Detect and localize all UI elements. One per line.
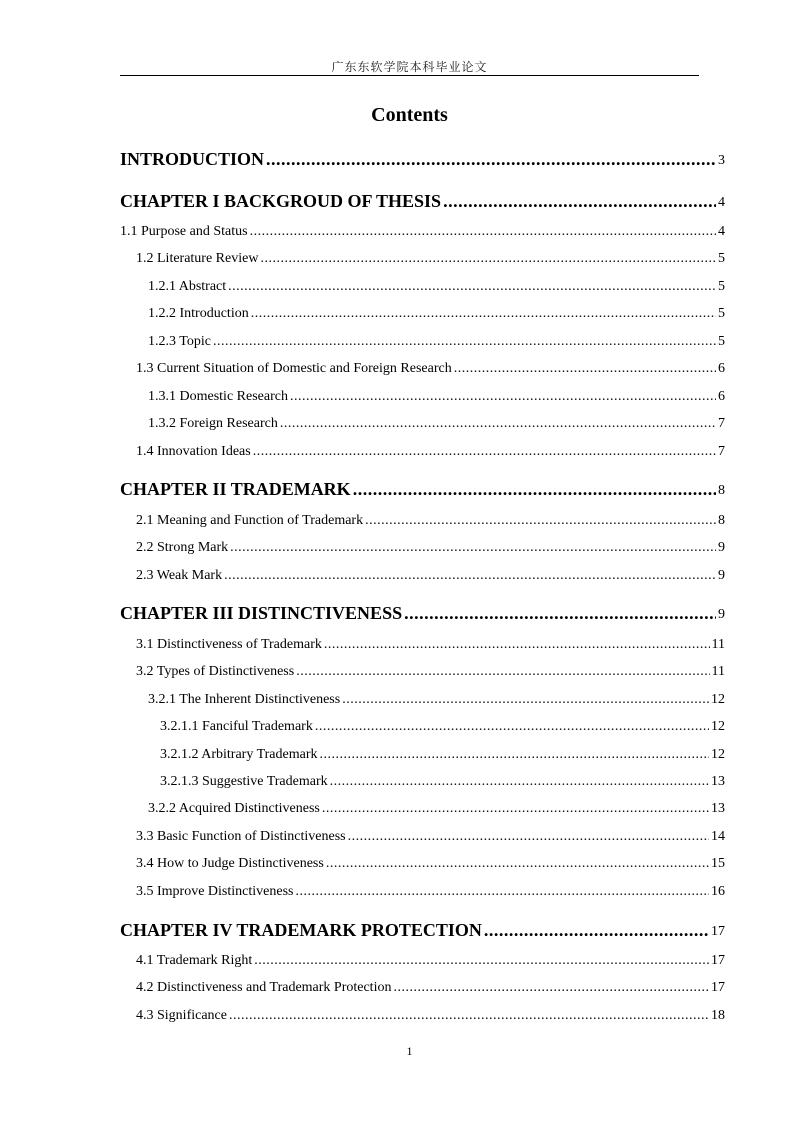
toc-label: 3.5 Improve Distinctiveness: [136, 884, 294, 899]
toc-entry-1-2-2[interactable]: [148, 307, 725, 321]
toc-label: 2.3 Weak Mark: [136, 568, 223, 583]
dot-leader: [251, 307, 716, 321]
dot-leader: [315, 720, 709, 734]
toc-entry-chapter-2[interactable]: [120, 480, 725, 498]
toc-label: 1.4 Innovation Ideas: [136, 444, 251, 459]
dot-leader: [353, 480, 716, 498]
toc-label: 4.2 Distinctiveness and Trademark Protection: [136, 980, 392, 995]
toc-page: 13: [711, 774, 725, 789]
dot-leader: [250, 225, 716, 239]
toc-label: 1.2.3 Topic: [148, 334, 211, 349]
dot-leader: [266, 150, 716, 168]
toc-page: 14: [711, 829, 725, 844]
toc-label: 1.3 Current Situation of Domestic and Foreign Research: [136, 361, 452, 376]
toc-entry-1-2-1[interactable]: [148, 280, 725, 294]
toc-entry-3-1[interactable]: [136, 638, 725, 652]
toc-page: 9: [718, 607, 725, 622]
toc-entry-3-3[interactable]: [136, 830, 725, 844]
toc-entry-3-4[interactable]: [136, 857, 725, 871]
toc-label: 3.2.2 Acquired Distinctiveness: [148, 801, 320, 816]
dot-leader: [404, 604, 716, 622]
toc-label: 3.2.1.2 Arbitrary Trademark: [160, 747, 318, 762]
toc-label: 2.2 Strong Mark: [136, 540, 229, 555]
toc-page: 8: [718, 483, 725, 498]
dot-leader: [295, 885, 709, 899]
toc-entry-3-2-1-2[interactable]: [160, 748, 725, 762]
dot-leader: [213, 335, 716, 349]
toc-label: 3.2.1.1 Fanciful Trademark: [160, 719, 313, 734]
toc-page: 17: [711, 953, 725, 968]
toc-page: 17: [711, 924, 725, 939]
toc-label: 1.3.1 Domestic Research: [148, 389, 288, 404]
toc-entry-introduction[interactable]: [120, 150, 725, 168]
toc-page: 5: [718, 251, 725, 266]
dot-leader: [324, 638, 710, 652]
dot-leader: [330, 775, 709, 789]
toc-entry-3-2-1-1[interactable]: [160, 720, 725, 734]
toc-entry-4-1[interactable]: [136, 954, 725, 968]
toc-entry-1-1[interactable]: [120, 225, 725, 239]
toc-page: 12: [711, 692, 725, 707]
dot-leader: [322, 802, 709, 816]
dot-leader: [290, 390, 716, 404]
dot-leader: [296, 665, 709, 679]
toc-entry-1-4[interactable]: [136, 445, 725, 459]
toc-label: 3.4 How to Judge Distinctiveness: [136, 856, 324, 871]
toc-label: 1.1 Purpose and Status: [120, 224, 248, 239]
toc-entry-1-3[interactable]: [136, 362, 725, 376]
toc-page: 5: [718, 279, 725, 294]
toc-label: CHAPTER III DISTINCTIVENESS: [120, 603, 403, 623]
toc-page: 7: [718, 416, 725, 431]
toc-entry-1-2[interactable]: [136, 252, 725, 266]
toc-entry-2-3[interactable]: [136, 569, 725, 583]
toc-page: 5: [718, 334, 725, 349]
toc-label: 3.3 Basic Function of Distinctiveness: [136, 829, 346, 844]
dot-leader: [260, 252, 716, 266]
toc-page: 16: [711, 884, 725, 899]
toc-entry-4-3[interactable]: [136, 1009, 725, 1023]
toc-label: 1.3.2 Foreign Research: [148, 416, 278, 431]
toc-label: 2.1 Meaning and Function of Trademark: [136, 513, 364, 528]
toc-label: CHAPTER II TRADEMARK: [120, 479, 351, 499]
toc-label: 3.2.1.3 Suggestive Trademark: [160, 774, 328, 789]
toc-page: 7: [718, 444, 725, 459]
toc-page: 6: [718, 389, 725, 404]
page-title: Contents: [371, 104, 448, 126]
toc-page: 18: [711, 1008, 725, 1023]
dot-leader: [365, 514, 716, 528]
toc-entry-3-2-1-3[interactable]: [160, 775, 725, 789]
toc-entry-1-2-3[interactable]: [148, 335, 725, 349]
dot-leader: [443, 192, 716, 210]
toc-page: 11: [711, 664, 725, 679]
toc-label: CHAPTER I BACKGROUD OF THESIS: [120, 191, 442, 211]
toc-page: 12: [711, 747, 725, 762]
toc-entry-2-1[interactable]: [136, 514, 725, 528]
dot-leader: [319, 748, 709, 762]
toc-label: 1.2 Literature Review: [136, 251, 259, 266]
toc-label: 1.2.2 Introduction: [148, 306, 249, 321]
dot-leader: [280, 417, 716, 431]
toc-label: 4.3 Significance: [136, 1008, 227, 1023]
toc-label: 3.1 Distinctiveness of Trademark: [136, 637, 322, 652]
toc-page: 4: [718, 195, 725, 210]
dot-leader: [348, 830, 709, 844]
toc-page: 8: [718, 513, 725, 528]
toc-page: 5: [718, 306, 725, 321]
dot-leader: [393, 981, 709, 995]
toc-entry-chapter-4[interactable]: [120, 921, 725, 939]
toc-page: 13: [711, 801, 725, 816]
toc-label: CHAPTER IV TRADEMARK PROTECTION: [120, 920, 482, 940]
dot-leader: [484, 921, 709, 939]
dot-leader: [254, 954, 709, 968]
toc-page: 9: [718, 540, 725, 555]
dot-leader: [228, 280, 716, 294]
toc-entry-3-2[interactable]: [136, 665, 725, 679]
dot-leader: [342, 693, 709, 707]
dot-leader: [229, 1009, 709, 1023]
dot-leader: [253, 445, 716, 459]
page-number: 1: [406, 1044, 413, 1058]
toc-label: 4.1 Trademark Right: [136, 953, 253, 968]
toc-entry-1-3-1[interactable]: [148, 390, 725, 404]
running-header: 广东东软学院本科毕业论文: [331, 60, 488, 74]
toc-page: 15: [711, 856, 725, 871]
toc-page: 9: [718, 568, 725, 583]
toc-entry-1-3-2[interactable]: [148, 417, 725, 431]
toc-label: INTRODUCTION: [120, 149, 265, 169]
toc-page: 12: [711, 719, 725, 734]
toc-entry-2-2[interactable]: [136, 541, 725, 555]
toc-page: 3: [718, 153, 725, 168]
toc-page: 11: [711, 637, 725, 652]
toc-label: 3.2.1 The Inherent Distinctiveness: [148, 692, 341, 707]
dot-leader: [224, 569, 716, 583]
toc-page: 17: [711, 980, 725, 995]
toc-page: 6: [718, 361, 725, 376]
toc-label: 1.2.1 Abstract: [148, 279, 227, 294]
toc-entry-3-2-2[interactable]: [148, 802, 725, 816]
toc-entry-3-2-1[interactable]: [148, 693, 725, 707]
toc-entry-3-5[interactable]: [136, 885, 725, 899]
dot-leader: [454, 362, 716, 376]
toc-entry-chapter-1[interactable]: [120, 192, 725, 210]
dot-leader: [230, 541, 716, 555]
toc-page: 4: [718, 224, 725, 239]
toc-entry-4-2[interactable]: [136, 981, 725, 995]
toc-label: 3.2 Types of Distinctiveness: [136, 664, 295, 679]
toc-entry-chapter-3[interactable]: [120, 604, 725, 622]
dot-leader: [326, 857, 709, 871]
